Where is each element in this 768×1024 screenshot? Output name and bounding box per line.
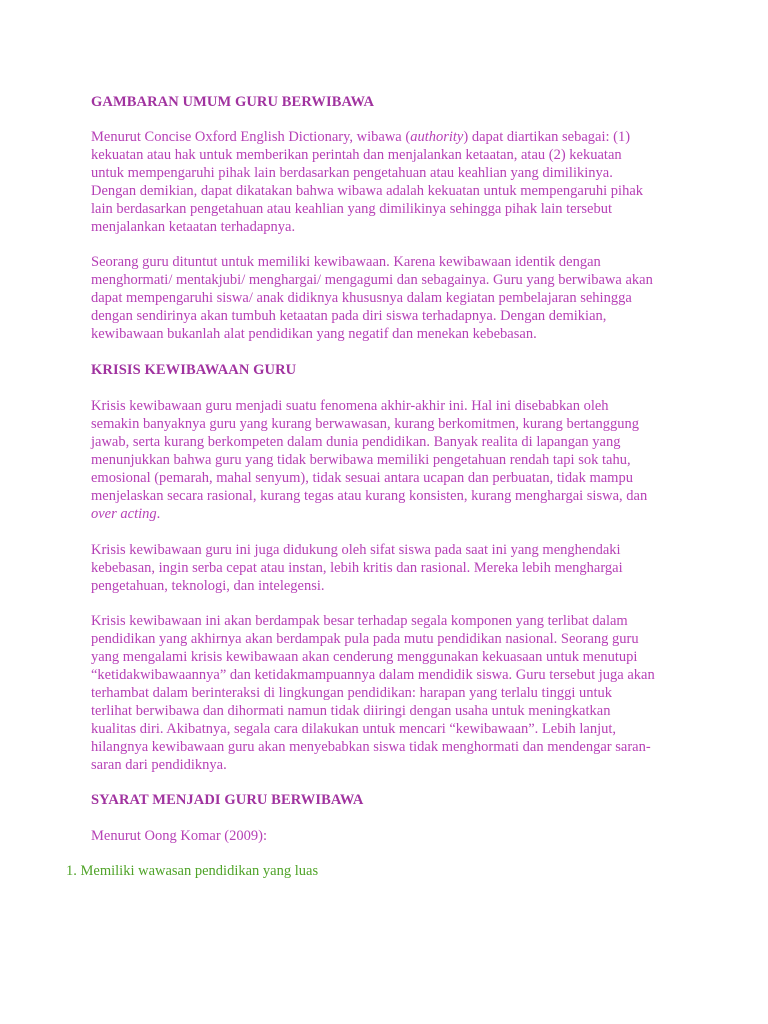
paragraph-line: Krisis kewibawaan guru menjadi suatu fenomena akhir-akhir ini. Hal ini disebabkan oleh [91, 398, 609, 414]
paragraph-krisis-fenomena [91, 397, 691, 523]
paragraph-line: Krisis kewibawaan ini akan berdampak besar terhadap segala komponen yang terlibat dalam [91, 613, 628, 629]
paragraph-line [91, 505, 691, 523]
paragraph-line: kewibawaan bukanlah alat pendidikan yang negatif dan menekan kebebasan. [91, 326, 537, 342]
paragraph-line: hilangnya kewibawaan guru akan menyebabkan siswa tidak menghormati dan mendengar saran- [91, 739, 651, 755]
paragraph-line: untuk mempengaruhi pihak lain berdasarkan pengetahuan atau keahlian yang dimilikinya. [91, 165, 613, 181]
paragraph-menurut-oong [91, 827, 691, 845]
paragraph-line: kebebasan, ingin serba cepat atau instan, lebih kritis dan rasional. Mereka lebih menghargai [91, 560, 623, 576]
paragraph-line: terhambat dalam berinteraksi di lingkungan pendidikan: harapan yang terlalu tinggi untuk [91, 685, 613, 701]
paragraph-line: kualitas diri. Akibatnya, segala cara dilakukan untuk mencari “kewibawaan”. Lebih lanjut, [91, 721, 617, 737]
paragraph-line: yang mengalami krisis kewibawaan akan cenderung menggunakan kekuasaan untuk menutupi [91, 649, 638, 665]
paragraph-line: “ketidakwibawaannya” dan ketidakmampuannya dalam mendidik siswa. Guru tersebut juga akan [91, 667, 655, 683]
paragraph-seorang-guru [91, 253, 691, 343]
paragraph-line: menjelaskan secara rasional, kurang tegas atau kurang konsisten, kurang menghargai siswa, dan [91, 488, 648, 504]
text-run: ) dapat diartikan sebagai: (1) [463, 129, 631, 145]
text-run: . [156, 506, 161, 522]
list-item: 1. Memiliki wawasan pendidikan yang luas [66, 863, 319, 879]
paragraph-line [91, 128, 691, 146]
section-heading-syarat: SYARAT MENJADI GURU BERWIBAWA [91, 792, 364, 808]
paragraph-line: menjalankan ketaatan terhadapnya. [91, 219, 296, 235]
paragraph-dampak-krisis [91, 612, 691, 774]
paragraph-line: Krisis kewibawaan guru ini juga didukung oleh sifat siswa pada saat ini yang menghendaki [91, 542, 621, 558]
paragraph-line: Menurut Oong Komar (2009): [91, 828, 267, 844]
paragraph-line: lain berdasarkan pengetahuan atau keahlian yang dimilikinya sehingga pihak lain tersebut [91, 201, 613, 217]
italic-term: over acting [91, 506, 157, 522]
paragraph-line: saran dari pendidiknya. [91, 757, 227, 773]
paragraph-sifat-siswa [91, 541, 691, 595]
paragraph-line: jawab, serta kurang berkompeten dalam dunia pendidikan. Banyak realita di lapangan yang [91, 434, 621, 450]
paragraph-line: semakin banyaknya guru yang kurang berwawasan, kurang berkomitmen, kurang bertanggung [91, 416, 640, 432]
section-heading-krisis: KRISIS KEWIBAWAAN GURU [91, 362, 297, 378]
paragraph-line: dapat mempengaruhi siswa/ anak didiknya khususnya dalam kegiatan pembelajaran sehingga [91, 290, 632, 306]
paragraph-line: pengetahuan, teknologi, dan intelegensi. [91, 578, 325, 594]
paragraph-line: Dengan demikian, dapat dikatakan bahwa wibawa adalah kekuatan untuk mempengaruhi pihak [91, 183, 644, 199]
paragraph-wibawa-definition [91, 128, 691, 236]
paragraph-line: menghormati/ mentakjubi/ menghargai/ mengagumi dan sebagainya. Guru yang berwibawa akan [91, 272, 653, 288]
paragraph-line: Seorang guru dituntut untuk memiliki kewibawaan. Karena kewibawaan identik dengan [91, 254, 601, 270]
italic-term: authority [410, 129, 464, 145]
section-heading-gambaran-umum: GAMBARAN UMUM GURU BERWIBAWA [91, 94, 375, 110]
text-run: Menurut Concise Oxford English Dictionary, wibawa ( [91, 129, 411, 145]
paragraph-line: dengan sendirinya akan tumbuh ketaatan pada diri siswa terhadapnya. Dengan demikian, [91, 308, 607, 324]
paragraph-line: pendidikan yang akhirnya akan berdampak pula pada mutu pendidikan nasional. Seorang guru [91, 631, 639, 647]
paragraph-line: kekuatan atau hak untuk memberikan perintah dan menjalankan ketaatan, atau (2) kekuatan [91, 147, 622, 163]
paragraph-line: menunjukkan bahwa guru yang tidak berwibawa memiliki pengetahuan rendah tapi sok tahu, [91, 452, 631, 468]
paragraph-line: terlihat berwibawa dan dihormati namun tidak diiringi dengan usaha untuk meningkatkan [91, 703, 611, 719]
paragraph-line: emosional (pemarah, mahal senyum), tidak sesuai antara ucapan dan perbuatan, tidak mampu [91, 470, 633, 486]
